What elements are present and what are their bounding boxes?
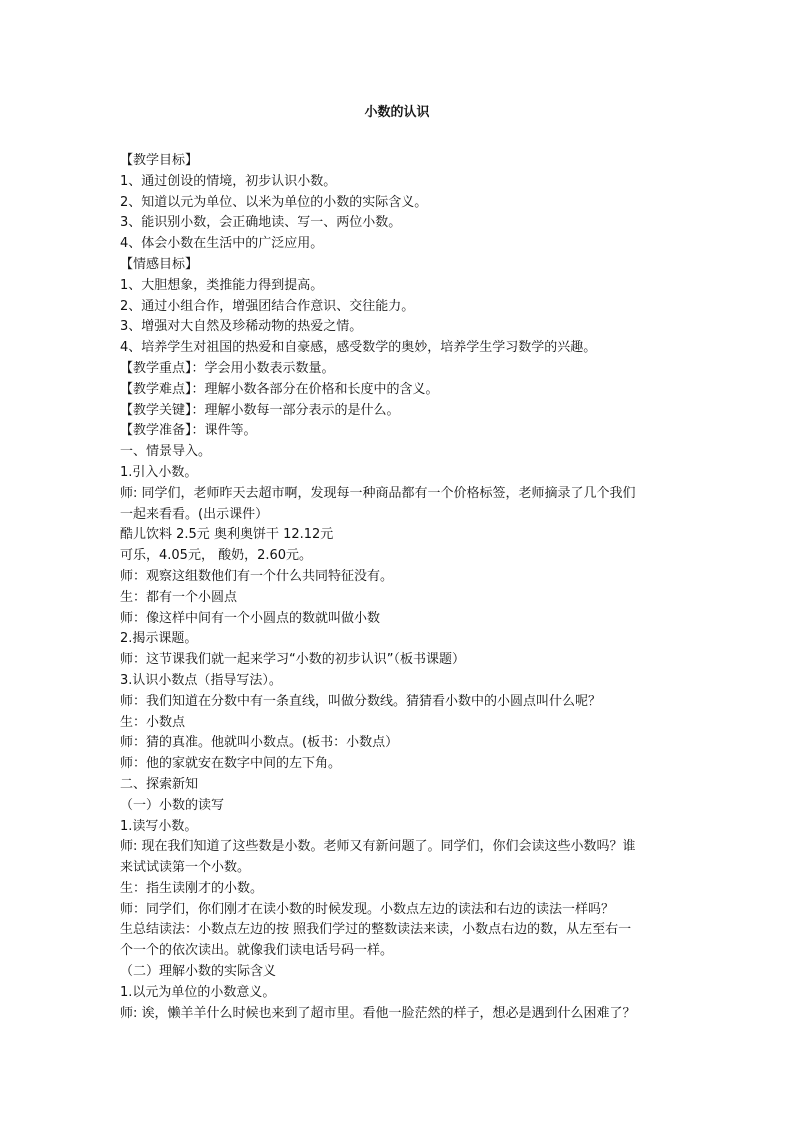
text-line: 师：我们知道在分数中有一条直线，叫做分数线。猜猜看小数中的小圆点叫什么呢？ — [120, 693, 602, 709]
text-line: 【教学关键】：理解小数每一部分表示的是什么。 — [120, 402, 400, 418]
text-line: 2、通过小组合作，增强团结合作意识、交往能力。 — [120, 298, 415, 314]
text-line: （一）小数的读写 — [120, 797, 225, 813]
text-line: 可乐，4.05元， 酸奶，2.60元。 — [120, 548, 313, 564]
text-line: 3、能识别小数，会正确地读、写一、两位小数。 — [120, 215, 402, 231]
text-line: 1.引入小数。 — [120, 464, 198, 480]
text-line: 2、知道以元为单位、以米为单位的小数的实际含义。 — [120, 194, 428, 210]
text-line: 生总结读法：小数点左边的按 照我们学过的整数读法来读，小数点右边的数，从左至右一 — [120, 922, 632, 938]
text-line: 1、通过创设的情境，初步认识小数。 — [120, 173, 337, 189]
text-line: 师：这节课我们就一起来学习“小数的初步认识”（板书课题） — [120, 652, 465, 668]
text-line: 生：都有一个小圆点 — [120, 589, 238, 605]
text-line: 师: 同学们，老师昨天去超市啊，发现每一种商品都有一个价格标签，老师摘录了几个我们 — [120, 485, 636, 501]
text-line: 1.读写小数。 — [120, 818, 198, 834]
text-line: 4、体会小数在生活中的广泛应用。 — [120, 236, 324, 252]
text-line: 【教学难点】：理解小数各部分在价格和长度中的含义。 — [120, 381, 439, 397]
text-line: 一起来看看。(出示课件） — [120, 506, 269, 522]
text-line: 师：像这样中间有一个小圆点的数就叫做小数 — [120, 610, 381, 626]
text-line: 【教学目标】 — [120, 153, 199, 168]
text-line: 2.揭示课题。 — [120, 631, 198, 647]
text-line: 【情感目标】 — [120, 256, 199, 272]
text-line: 个一个的依次读出。就像我们读电话号码一样。 — [120, 943, 394, 959]
text-line: 师: 诶，懒羊羊什么时候也来到了超市里。看他一脸茫然的样子，想必是遇到什么困难了？ — [120, 1005, 636, 1021]
text-line: 酷儿饮料 2.5元 奥利奥饼干 12.12元 — [120, 527, 334, 543]
page-title: 小数的认识 — [364, 105, 430, 120]
text-line: 3.认识小数点（指导写法）。 — [120, 672, 282, 688]
text-line: （二）理解小数的实际含义 — [120, 964, 277, 980]
text-line: 4、培养学生对祖国的热爱和自豪感，感受数学的奥妙，培养学生学习数学的兴趣。 — [120, 340, 597, 356]
text-line: 1、大胆想象，类推能力得到提高。 — [120, 277, 324, 293]
text-line: 师：猜的真准。他就叫小数点。(板书：小数点） — [120, 735, 399, 751]
document-body — [120, 151, 680, 1024]
text-line: 【教学准备】：课件等。 — [120, 423, 257, 439]
text-line: 师: 现在我们知道了这些数是小数。老师又有新问题了。同学们，你们会读这些小数吗？谁 — [120, 839, 636, 855]
text-line: 生：指生读刚才的小数。 — [120, 880, 264, 896]
text-line: 二、探索新知 — [120, 776, 199, 792]
text-line: 来试试读第一个小数。 — [120, 860, 251, 876]
text-line: 生：小数点 — [120, 714, 186, 730]
text-line: 3、增强对大自然及珍稀动物的热爱之情。 — [120, 319, 363, 335]
text-line: 1.以元为单位的小数意义。 — [120, 984, 276, 1000]
text-line: 一、情景导入。 — [120, 444, 212, 460]
text-line: 师：他的家就安在数字中间的左下角。 — [120, 756, 342, 772]
text-line: 师：观察这组数他们有一个什么共同特征没有。 — [120, 568, 394, 584]
text-line: 【教学重点】：学会用小数表示数量。 — [120, 360, 335, 376]
text-line: 师：同学们，你们刚才在读小数的时候发现。小数点左边的读法和右边的读法一样吗？ — [120, 901, 615, 917]
